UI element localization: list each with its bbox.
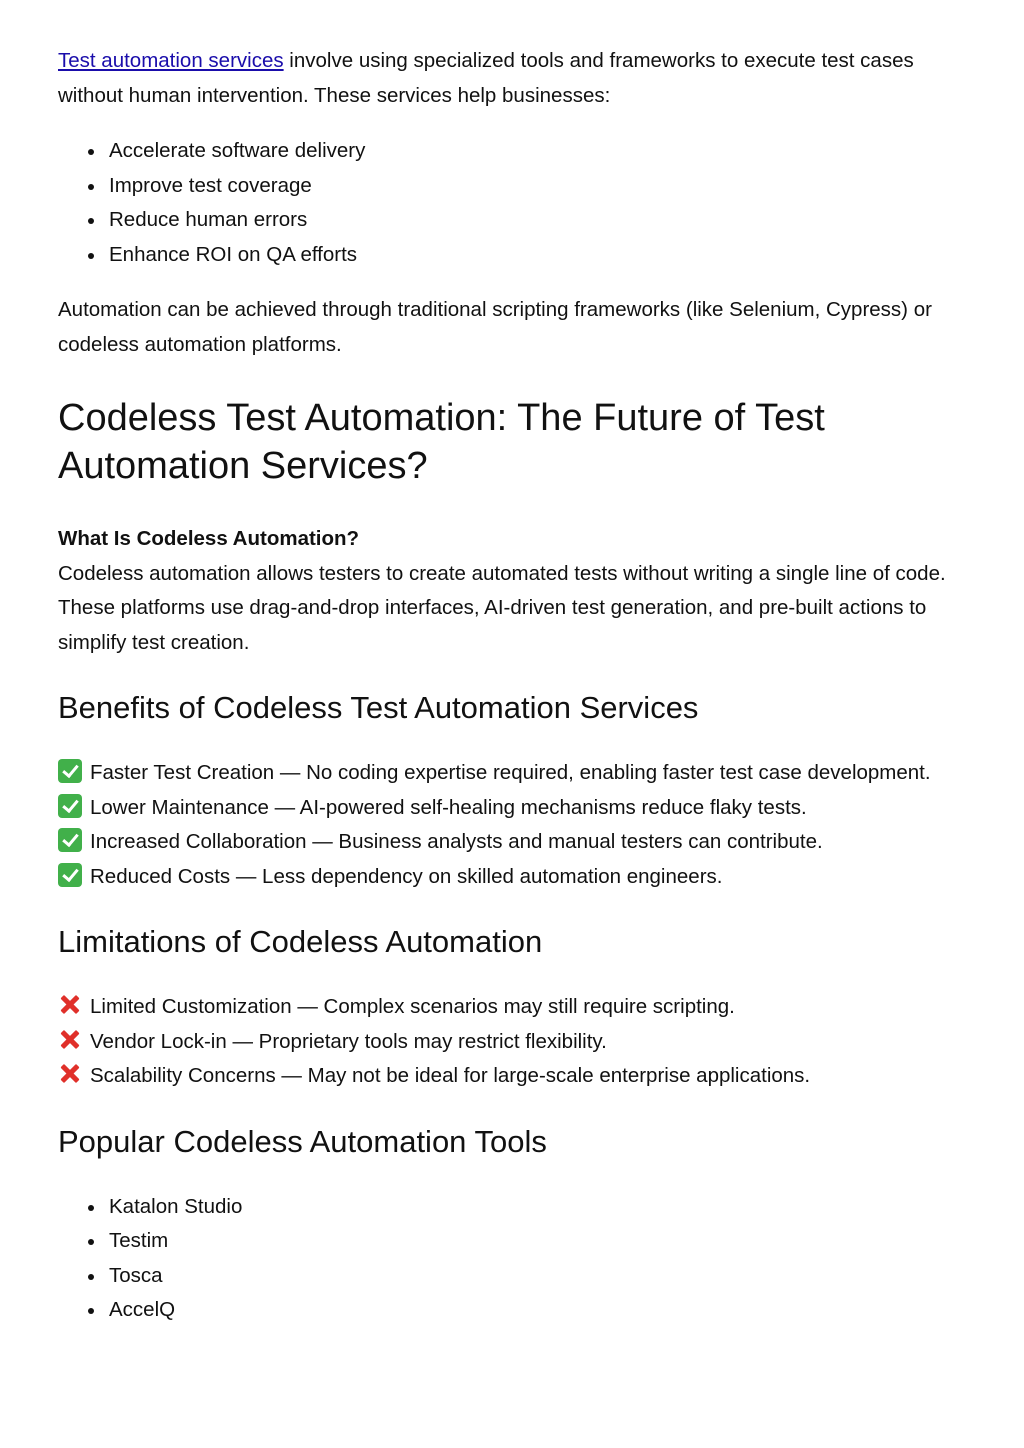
- benefit-item: [58, 756, 966, 791]
- limitations-heading: Limitations of Codeless Automation: [58, 924, 543, 959]
- check-mark-icon: [58, 759, 82, 783]
- benefits-list: [58, 756, 966, 894]
- check-mark-icon: [58, 863, 82, 887]
- limitation-text: Scalability Concerns — May not be ideal for large-scale enterprise applications.: [90, 1064, 811, 1087]
- tools-list: [58, 1190, 966, 1328]
- benefit-item: [58, 860, 966, 895]
- list-item: Reduce human errors: [109, 203, 966, 238]
- limitations-list: [58, 990, 966, 1094]
- intro-paragraph: [58, 44, 966, 113]
- list-item: AccelQ: [109, 1293, 966, 1328]
- cross-mark-icon: [58, 993, 82, 1017]
- check-mark-icon: [58, 794, 82, 818]
- limitation-item: [58, 1059, 966, 1094]
- intro-text: involve using specialized tools and frameworks to execute test cases without human intervention. These services help businesses:: [58, 49, 914, 107]
- benefit-item: [58, 791, 966, 826]
- limitation-item: [58, 990, 966, 1025]
- test-automation-services-link[interactable]: Test automation services: [58, 49, 284, 72]
- page-title: Codeless Test Automation: The Future of Test Automation Services?: [58, 397, 825, 487]
- list-item: Testim: [109, 1224, 966, 1259]
- check-mark-icon: [58, 828, 82, 852]
- business-benefits-list: [58, 134, 966, 272]
- benefit-text: Faster Test Creation — No coding expertise required, enabling faster test case development.: [90, 761, 931, 784]
- benefit-text: Increased Collaboration — Business analysts and manual testers can contribute.: [90, 830, 823, 853]
- benefit-text: Lower Maintenance — AI-powered self-healing mechanisms reduce flaky tests.: [90, 795, 807, 819]
- limitation-text: Limited Customization — Complex scenarios may still require scripting.: [90, 995, 735, 1018]
- automation-paragraph: Automation can be achieved through traditional scripting frameworks (like Selenium, Cypress) or codeless automation platforms.: [58, 298, 932, 356]
- cross-mark-icon: [58, 1028, 82, 1052]
- what-is-heading: What Is Codeless Automation?: [58, 527, 360, 550]
- benefits-heading: Benefits of Codeless Test Automation Services: [58, 690, 699, 725]
- what-is-paragraph: Codeless automation allows testers to create automated tests without writing a single line of code. These platforms use drag-and-drop interfaces, AI-driven test generation, and pre-built actions to simplify test creation.: [58, 561, 946, 654]
- benefit-item: [58, 825, 966, 860]
- list-item: Improve test coverage: [109, 169, 966, 204]
- tools-heading: Popular Codeless Automation Tools: [58, 1123, 547, 1159]
- cross-mark-icon: [58, 1062, 82, 1086]
- list-item: Tosca: [109, 1259, 966, 1294]
- limitation-item: [58, 1025, 966, 1060]
- list-item: Accelerate software delivery: [109, 134, 966, 169]
- limitation-text: Vendor Lock-in — Proprietary tools may restrict flexibility.: [90, 1029, 607, 1053]
- list-item: Katalon Studio: [109, 1190, 966, 1225]
- benefit-text: Reduced Costs — Less dependency on skilled automation engineers.: [90, 864, 723, 888]
- list-item: Enhance ROI on QA efforts: [109, 238, 966, 273]
